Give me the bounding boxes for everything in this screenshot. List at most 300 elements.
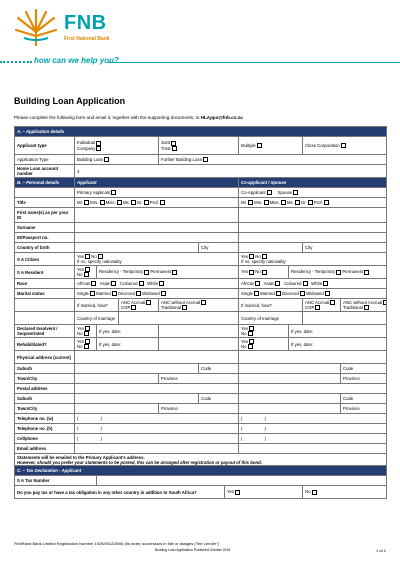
checkbox-cop[interactable] [131, 305, 136, 310]
opt-further-building-loan: Further Building Loan [161, 156, 203, 162]
rehab-date-label: If yes, date: [99, 341, 122, 347]
resident-yes: Yes [77, 266, 85, 272]
co-checkbox-resident-no[interactable] [262, 270, 267, 275]
residency-temporary: Residency - Temporary [99, 269, 144, 275]
co-race-african: African [241, 280, 255, 286]
row-country-birth [15, 243, 387, 253]
row-rehabilitated [15, 338, 387, 351]
co-race-cell[interactable] [239, 279, 387, 289]
cellphone-field[interactable] [75, 434, 239, 444]
label-race: Race [15, 279, 75, 289]
tagline-dots [0, 61, 32, 63]
blank [15, 299, 75, 312]
co-insolvent-no: No [241, 331, 247, 336]
postal-label-code: Code [201, 396, 212, 401]
checkbox-african[interactable] [91, 281, 96, 286]
page-title: Building Loan Application [14, 96, 126, 106]
co-marital-widowed: Widowed [306, 290, 324, 296]
checkbox-resident-yes[interactable] [85, 267, 90, 272]
section-c-header [15, 466, 387, 476]
co-physical-address-field[interactable] [239, 351, 387, 364]
co-postal-label-province: Province [343, 406, 360, 411]
tel-w-field[interactable] [75, 414, 239, 424]
row-insolvent [15, 325, 387, 338]
co-id-passport-field[interactable] [239, 233, 387, 243]
opt-close-corp: Close Corporation [305, 142, 340, 148]
marital-cell[interactable] [75, 289, 239, 299]
co-checkbox-divorced[interactable] [300, 291, 305, 296]
resident-yes-no[interactable] [75, 266, 97, 279]
co-postal-province-field[interactable] [341, 404, 387, 414]
title-mr: Mr. [77, 199, 83, 205]
checkbox-spouse[interactable] [293, 190, 298, 195]
co-cop: COP [305, 305, 315, 310]
citizen-yes: Yes [77, 253, 85, 259]
co-town-city-field[interactable] [239, 374, 341, 384]
label-rehabilitated: Rehabilitated? [15, 338, 75, 351]
insolvent-date-label: If yes, date: [99, 328, 122, 334]
citizen-if-no: If no, specify nationality [77, 259, 122, 265]
tree-logo-icon [12, 8, 60, 48]
co-country-marriage-field[interactable] [303, 312, 387, 325]
row-country-marriage [15, 312, 387, 325]
cell-individual-company[interactable] [75, 137, 159, 155]
section-b-title: B. – Personal details [15, 178, 75, 188]
label-postal-suburb: Suburb [15, 394, 75, 404]
co-checkbox-residency-permanent[interactable] [364, 270, 369, 275]
co-label-city: City [305, 245, 313, 250]
row-postal-suburb [15, 394, 387, 404]
co-anc-accrual: ANC Accrual [305, 299, 330, 305]
row-email [15, 444, 387, 454]
co-tel-h-field[interactable] [239, 424, 387, 434]
postal-province-field[interactable] [159, 404, 239, 414]
tel-h-paren-open: ( [77, 426, 79, 431]
row-applicant-type [15, 137, 387, 155]
checkbox-coloured[interactable] [139, 281, 144, 286]
opt-primary-applicant: Primary Applicant [77, 189, 111, 195]
co-title-prof: Prof. [313, 199, 323, 205]
insolvent-date[interactable] [97, 325, 159, 338]
postal-town-field[interactable] [75, 404, 159, 414]
co-title-dr: Dr. [301, 199, 307, 205]
co-citizen-if-no: If no, specify nationality [241, 259, 286, 265]
opt-company: Company [77, 145, 96, 151]
checkbox-close-corp[interactable] [341, 143, 346, 148]
tax-obligation-yes[interactable] [225, 486, 303, 499]
co-postal-code-field[interactable] [341, 394, 387, 404]
co-cell-paren-open: ( [241, 436, 243, 441]
residency-cell[interactable] [97, 266, 239, 279]
intro-text [14, 115, 243, 120]
home-loan-acc-field[interactable]: 3 [75, 165, 387, 178]
footer-published: Building Loan Application Published October 2018 [155, 548, 231, 552]
co-tel-w-field[interactable] [239, 414, 387, 424]
brand-name: FNB [64, 12, 107, 34]
cell-building-loan[interactable] [75, 155, 159, 165]
co-rehab-date[interactable] [289, 338, 387, 351]
co-province-field[interactable] [341, 374, 387, 384]
checkbox-rehab-no[interactable] [84, 344, 89, 349]
row-race [15, 279, 387, 289]
checkbox-resident-no[interactable] [84, 272, 89, 277]
co-anc-without: ANC without Accrual [343, 299, 383, 305]
co-rehab-yes-no[interactable] [239, 338, 289, 351]
checkbox-company[interactable] [96, 146, 101, 151]
co-sa-citizen-cell[interactable] [239, 253, 387, 266]
physical-address-field[interactable] [75, 351, 239, 364]
co-cellphone-field[interactable] [239, 434, 387, 444]
race-coloured: Coloured [120, 280, 138, 286]
code-field[interactable] [199, 364, 239, 374]
label-physical-address: Physical address (current) [15, 351, 75, 364]
statements-note [15, 454, 387, 466]
co-checkbox-african[interactable] [255, 281, 260, 286]
blank [15, 188, 75, 198]
label-id-passport: ID/Passport no. [15, 233, 75, 243]
checkbox-miss[interactable] [117, 200, 122, 205]
checkbox-further-building-loan[interactable] [203, 157, 208, 162]
row-suburb [15, 364, 387, 374]
co-if-married-label: If married, how? [239, 299, 303, 312]
row-sa-citizen [15, 253, 387, 266]
co-residency-cell[interactable] [289, 266, 387, 279]
rehab-date[interactable] [97, 338, 159, 351]
row-postal-address [15, 384, 387, 394]
resident-no: No [77, 272, 83, 277]
row-id-passport [15, 233, 387, 243]
label-sa-citizen: S A Citizen [15, 253, 75, 266]
co-first-names-field[interactable] [239, 208, 387, 223]
co-checkbox-insolvent-yes[interactable] [249, 326, 254, 331]
label-sa-resident: S A Resident [15, 266, 75, 279]
co-checkbox-insolvent-no[interactable] [248, 331, 253, 336]
checkbox-married[interactable] [112, 291, 117, 296]
marital-married: Married [96, 290, 111, 296]
label-marital: Marital status [15, 289, 75, 299]
row-statements-note [15, 454, 387, 466]
intro-body: Please complete the following form and email it, together with the supporting documents, to [14, 115, 201, 120]
label-tax-obligation: Do you pay tax or have a tax obligation in any other country in addition to South Africa? [15, 486, 225, 499]
co-checkbox-anc-accrual[interactable] [330, 300, 335, 305]
co-tel-h-paren-open: ( [241, 426, 243, 431]
tel-h-field[interactable] [75, 424, 239, 434]
checkbox-trust[interactable] [172, 146, 177, 151]
label-code: Code [201, 366, 212, 371]
label-email: Email address [15, 444, 75, 454]
co-race-coloured: Coloured [284, 280, 302, 286]
postal-address-field[interactable] [75, 384, 239, 394]
opt-trust: Trust [161, 145, 171, 151]
row-home-loan-acc [15, 165, 387, 178]
co-applicant-titles[interactable] [239, 198, 387, 208]
checkbox-tax-no[interactable] [312, 490, 317, 495]
statements-note-line1: Statements will be emailed to the Primary Applicant's address. [17, 454, 145, 460]
tel-w-paren-close: ) [100, 416, 102, 421]
co-checkbox-married[interactable] [276, 291, 281, 296]
label-tel-h: Telephone no. (h) [15, 424, 75, 434]
anc-without-cell[interactable] [159, 299, 239, 312]
co-marital-cell[interactable] [239, 289, 387, 299]
co-label-province: Province [343, 376, 360, 381]
co-checkbox-traditional[interactable] [364, 305, 369, 310]
row-tel-h [15, 424, 387, 434]
checkbox-ms[interactable] [131, 200, 136, 205]
label-postal-town: Town/City [15, 404, 75, 414]
checkbox-mr[interactable] [84, 200, 89, 205]
checkbox-building-loan[interactable] [104, 157, 109, 162]
opt-individual: Individual [77, 140, 96, 146]
co-email-field[interactable] [239, 444, 387, 454]
postal-suburb-field[interactable] [75, 394, 199, 404]
checkbox-primary-applicant[interactable] [111, 190, 116, 195]
co-suburb-field[interactable] [239, 364, 341, 374]
insolvent-yes-no[interactable] [75, 325, 97, 338]
country-marriage-field[interactable] [119, 312, 239, 325]
checkbox-residency-temporary[interactable] [144, 270, 149, 275]
checkbox-multiple[interactable] [257, 143, 262, 148]
checkbox-individual[interactable] [96, 141, 101, 146]
checkbox-insolvent-no[interactable] [84, 331, 89, 336]
checkbox-insolvent-yes[interactable] [85, 326, 90, 331]
checkbox-traditional[interactable] [182, 305, 187, 310]
co-checkbox-dr[interactable] [308, 200, 313, 205]
co-insolvent-yes-no[interactable] [239, 325, 289, 338]
province-field[interactable] [159, 374, 239, 384]
bank-name: First National Bank [64, 36, 110, 42]
tagline-line [108, 62, 400, 63]
row-cellphone [15, 434, 387, 444]
insolvent-date-field[interactable] [159, 325, 239, 338]
traditional: Traditional [161, 305, 181, 310]
co-cell-paren-close: ) [264, 436, 266, 441]
cell-paren-open: ( [77, 436, 79, 441]
postal-label-province: Province [161, 406, 178, 411]
label-title: Title [15, 198, 75, 208]
co-checkbox-mrs[interactable] [264, 200, 269, 205]
co-country-birth-field[interactable] [239, 243, 303, 253]
row-tax-obligation [15, 486, 387, 499]
cell-co-applicant[interactable] [239, 188, 387, 198]
label-postal-address: Postal address [15, 384, 75, 394]
label-tax-number: S A Tax Number [15, 476, 97, 486]
co-checkbox-miss[interactable] [281, 200, 286, 205]
co-checkbox-coloured[interactable] [303, 281, 308, 286]
co-checkbox-residency-temporary[interactable] [336, 270, 341, 275]
if-married-label: If married, how? [75, 299, 119, 312]
label-cellphone: Cellphone [15, 434, 75, 444]
applicant-titles[interactable] [75, 198, 239, 208]
co-checkbox-cop[interactable] [315, 305, 320, 310]
co-title-miss: Miss. [269, 199, 280, 205]
co-city-field[interactable] [303, 243, 387, 253]
checkbox-tax-yes[interactable] [235, 490, 240, 495]
row-tel-w [15, 414, 387, 424]
page-number: 1 of 2 [376, 548, 387, 553]
tax-obligation-no[interactable] [303, 486, 387, 499]
co-checkbox-white[interactable] [323, 281, 328, 286]
co-checkbox-single[interactable] [254, 291, 259, 296]
label-application-type: Application Type [15, 155, 75, 165]
label-applicant-type: Applicant type [15, 137, 75, 155]
co-title-mrs: Mrs. [254, 199, 263, 205]
co-citizen-yes: Yes [241, 253, 249, 259]
co-tel-w-paren-open: ( [241, 416, 243, 421]
co-checkbox-rehab-yes[interactable] [249, 339, 254, 344]
row-if-married [15, 299, 387, 312]
tax-no: No [305, 489, 311, 495]
row-first-names [15, 208, 387, 223]
race-asian: Asian [99, 280, 111, 286]
first-names-field[interactable] [75, 208, 239, 223]
label-surname: Surname [15, 223, 75, 233]
opt-multiple: Multiple [241, 142, 256, 148]
town-city-field[interactable] [75, 374, 159, 384]
section-a-title: A. – Application details [15, 127, 387, 137]
anc-accrual: ANC Accrual [121, 299, 146, 305]
co-residency-permanent: Permanent [342, 269, 364, 275]
co-checkbox-rehab-no[interactable] [248, 344, 253, 349]
co-tel-h-paren-close: ) [264, 426, 266, 431]
co-checkbox-prof[interactable] [324, 200, 329, 205]
cell-primary-applicant[interactable] [75, 188, 239, 198]
row-application-type [15, 155, 387, 165]
row-marital [15, 289, 387, 299]
applicant-header: Applicant [75, 178, 239, 188]
opt-spouse: Spouse [277, 189, 293, 195]
checkbox-anc-without[interactable] [201, 300, 206, 305]
checkbox-asian[interactable] [111, 281, 116, 286]
cell-multiple[interactable] [239, 137, 303, 155]
intro-email[interactable]: HLApps@fnb.co.za [200, 115, 243, 120]
checkbox-dr[interactable] [144, 200, 149, 205]
co-postal-suburb-field[interactable] [239, 394, 341, 404]
rehab-yes-no[interactable] [75, 338, 97, 351]
co-checkbox-ms[interactable] [295, 200, 300, 205]
label-tel-w: Telephone no. (w) [15, 414, 75, 424]
label-home-loan-acc: Home Loan account number [15, 165, 75, 178]
title-miss: Miss. [105, 199, 116, 205]
cop: COP [121, 305, 131, 310]
co-checkbox-asian[interactable] [275, 281, 280, 286]
checkbox-widowed[interactable] [161, 291, 166, 296]
email-field[interactable] [75, 444, 239, 454]
co-resident-no: No [255, 269, 261, 275]
co-checkbox-mr[interactable] [248, 200, 253, 205]
race-cell[interactable] [75, 279, 239, 289]
section-c-title: C. – Tax Declaration - Applicant [15, 466, 387, 476]
anc-accrual-cell[interactable] [119, 299, 159, 312]
title-ms: Ms. [122, 199, 130, 205]
title-mrs: Mrs. [90, 199, 99, 205]
race-african: African [77, 280, 91, 286]
row-town-city [15, 374, 387, 384]
marital-widowed: Widowed [142, 290, 160, 296]
section-b-header [15, 178, 387, 188]
co-checkbox-widowed[interactable] [325, 291, 330, 296]
suburb-field[interactable] [75, 364, 199, 374]
co-marital-married: Married [260, 290, 275, 296]
checkbox-residency-permanent[interactable] [172, 270, 177, 275]
co-marital-divorced: Divorced [281, 290, 299, 296]
label-insolvent: Declared Insolvent / Sequestrated [15, 325, 75, 338]
cell-close-corp[interactable] [303, 137, 387, 155]
rehab-date-field[interactable] [159, 338, 239, 351]
co-surname-field[interactable] [239, 223, 387, 233]
title-prof: Prof. [149, 199, 159, 205]
footer-registration: FirstRand Bank Limited Registration Number 1929/001225/06 (its order, successors in title or assigns ("the Lender") [14, 541, 219, 546]
co-resident-yes: Yes [241, 269, 249, 275]
statements-note-line2: However, should you prefer your statements to be posted, this can be arranged after registration or payout of this bond. [17, 459, 262, 465]
postal-code-field[interactable] [199, 394, 239, 404]
row-title [15, 198, 387, 208]
co-title-ms: Ms. [286, 199, 294, 205]
sa-citizen-cell[interactable] [75, 253, 239, 266]
tax-number-field[interactable] [97, 476, 387, 486]
surname-field[interactable] [75, 223, 239, 233]
tagline: how can we help you? [34, 56, 119, 65]
insolvent-no: No [77, 331, 83, 336]
co-race-white: White [311, 280, 323, 286]
checkbox-prof[interactable] [160, 200, 165, 205]
checkbox-single[interactable] [90, 291, 95, 296]
co-anc-accrual-cell[interactable] [303, 299, 341, 312]
label-suburb: Suburb [15, 364, 75, 374]
citizen-no: No [91, 253, 97, 259]
cell-further-building-loan[interactable] [159, 155, 387, 165]
checkbox-white[interactable] [159, 281, 164, 286]
co-checkbox-resident-yes[interactable] [249, 270, 254, 275]
checkbox-mrs[interactable] [100, 200, 105, 205]
co-checkbox-anc-without[interactable] [383, 300, 386, 305]
label-city: City [201, 245, 209, 250]
country-birth-field[interactable] [75, 243, 199, 253]
label-province: Province [161, 376, 178, 381]
rehab-no: No [77, 344, 83, 349]
checkbox-co-applicant[interactable] [267, 190, 272, 195]
co-postal-address-field[interactable] [239, 384, 387, 394]
co-code-field[interactable] [341, 364, 387, 374]
checkbox-joint[interactable] [171, 141, 176, 146]
cell-joint-trust[interactable] [159, 137, 239, 155]
co-resident-yes-no[interactable] [239, 266, 289, 279]
checkbox-rehab-yes[interactable] [85, 339, 90, 344]
id-passport-field[interactable] [75, 233, 239, 243]
co-country-marriage-label: Country of marriage [239, 312, 303, 325]
country-marriage-label: Country of marriage [75, 312, 119, 325]
co-applicant-header: Co-applicant / Spouse [239, 178, 387, 188]
co-anc-without-cell[interactable] [341, 299, 387, 312]
co-marital-single: Single [241, 290, 253, 296]
co-insolvent-date-label: If yes, date: [291, 328, 314, 334]
co-rehab-yes: Yes [241, 338, 249, 344]
checkbox-divorced[interactable] [136, 291, 141, 296]
city-field[interactable] [199, 243, 239, 253]
insolvent-yes: Yes [77, 325, 85, 331]
residency-permanent: Permanent [150, 269, 172, 275]
co-rehab-no: No [241, 344, 247, 349]
checkbox-anc-accrual[interactable] [146, 300, 151, 305]
rehab-yes: Yes [77, 338, 85, 344]
co-title-mr: Mr. [241, 199, 247, 205]
co-postal-town-field[interactable] [239, 404, 341, 414]
co-residency-temporary: Residency - Temporary [291, 269, 336, 275]
co-insolvent-date[interactable] [289, 325, 387, 338]
anc-without: ANC without Accrual [161, 299, 201, 305]
co-insolvent-yes: Yes [241, 325, 249, 331]
co-race-asian: Asian [263, 280, 275, 286]
race-white: White [147, 280, 159, 286]
